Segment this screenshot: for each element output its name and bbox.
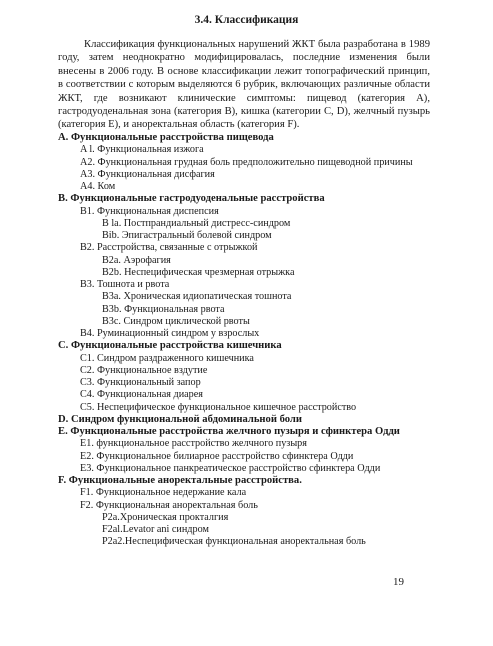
category-heading: E. Функциональные расстройства желчного пузыря и сфинктера Одди — [58, 426, 400, 437]
intro-paragraph: Классификация функциональных нарушений ЖКТ была разработана в 1989 году, затем неоднократно модифицировалась, последние изменения были внесены в 2006 году. В основе классификации лежит топографический принцип, в соответствии с которым выделяются 6 рубрик, включающих различные области ЖКТ, где возникают клинические симптомы: пищевод (категория А), гастродуоденальная зона (категория В), кишка (категории C, D), желчный пузырь (категория Е), и аноректальная область (категория F). — [58, 39, 430, 131]
category-subitem: B la. Постпрандиальный дистресс-синдром — [102, 217, 291, 229]
category-subitem: B3a. Хроническая идиопатическая тошнота — [102, 291, 292, 303]
category-item: B3. Тошнота и рвота — [80, 279, 170, 290]
page-number: 19 — [393, 576, 404, 588]
intro-paragraph-block — [58, 38, 430, 132]
category-heading: F. Функциональные аноректальные расстройства. — [58, 475, 302, 486]
category-item: B1. Функциональная диспепсия — [80, 205, 219, 217]
category-heading: C. Функциональные расстройства кишечника — [58, 340, 282, 352]
category-item: E2. Функциональное билиарное расстройство сфинктера Одди — [80, 450, 354, 462]
category-item: A l. Функциональная изжога — [80, 144, 204, 156]
category-item: A3. Функциональная дисфагия — [80, 168, 215, 180]
category-subitem: B3b. Функциональная рвота — [102, 303, 225, 315]
section-title: 3.4. Классификация — [194, 14, 299, 26]
category-item: B2. Расстройства, связанные с отрыжкой — [80, 242, 258, 254]
category-heading: B. Функциональные гастродуоденальные расстройства — [58, 193, 325, 205]
category-item: C3. Функциональный запор — [80, 377, 201, 388]
category-item: C2. Функциональное вздутие — [80, 364, 208, 376]
category-heading: A. Функциональные расстройства пищевода — [58, 132, 274, 143]
category-item: C5. Неспецифическое функциональное кишечное расстройство — [80, 401, 357, 413]
category-item: E1. функциональное расстройство желчного пузыря — [80, 438, 307, 450]
category-item: C4. Функциональная диарея — [80, 389, 203, 401]
category-item: E3. Функциональное панкреатическое расстройство сфинктера Одди — [80, 462, 381, 474]
category-item: F1. Функциональное недержание кала — [80, 487, 247, 499]
category-subitem: P2a.Хроническая прокталгия — [102, 511, 229, 523]
category-subitem: B2a. Аэрофагия — [102, 254, 171, 266]
classification-list — [58, 132, 438, 549]
category-item: C1. Синдром раздраженного кишечника — [80, 352, 254, 364]
category-subitem: Bib. Эпигастральный болевой синдром — [102, 230, 272, 241]
category-heading: D. Синдром функциональной абдоминальной боли — [58, 413, 302, 425]
category-item: B4. Руминационный синдром у взрослых — [80, 328, 260, 339]
category-subitem: P2a2.Неспецифическая функциональная аноректальная боль — [102, 536, 366, 548]
category-item: F2. Функциональная аноректальная боль — [80, 499, 258, 511]
category-subitem: F2al.Levator ani синдром — [102, 524, 209, 535]
category-item: A2. Функциональная грудная боль предположительно пищеводной причины — [80, 156, 413, 168]
category-subitem: B3c. Синдром циклической рвоты — [102, 315, 250, 327]
category-item: A4. Ком — [80, 181, 116, 192]
category-subitem: B2b. Неспецифическая чрезмерная отрыжка — [102, 266, 295, 278]
